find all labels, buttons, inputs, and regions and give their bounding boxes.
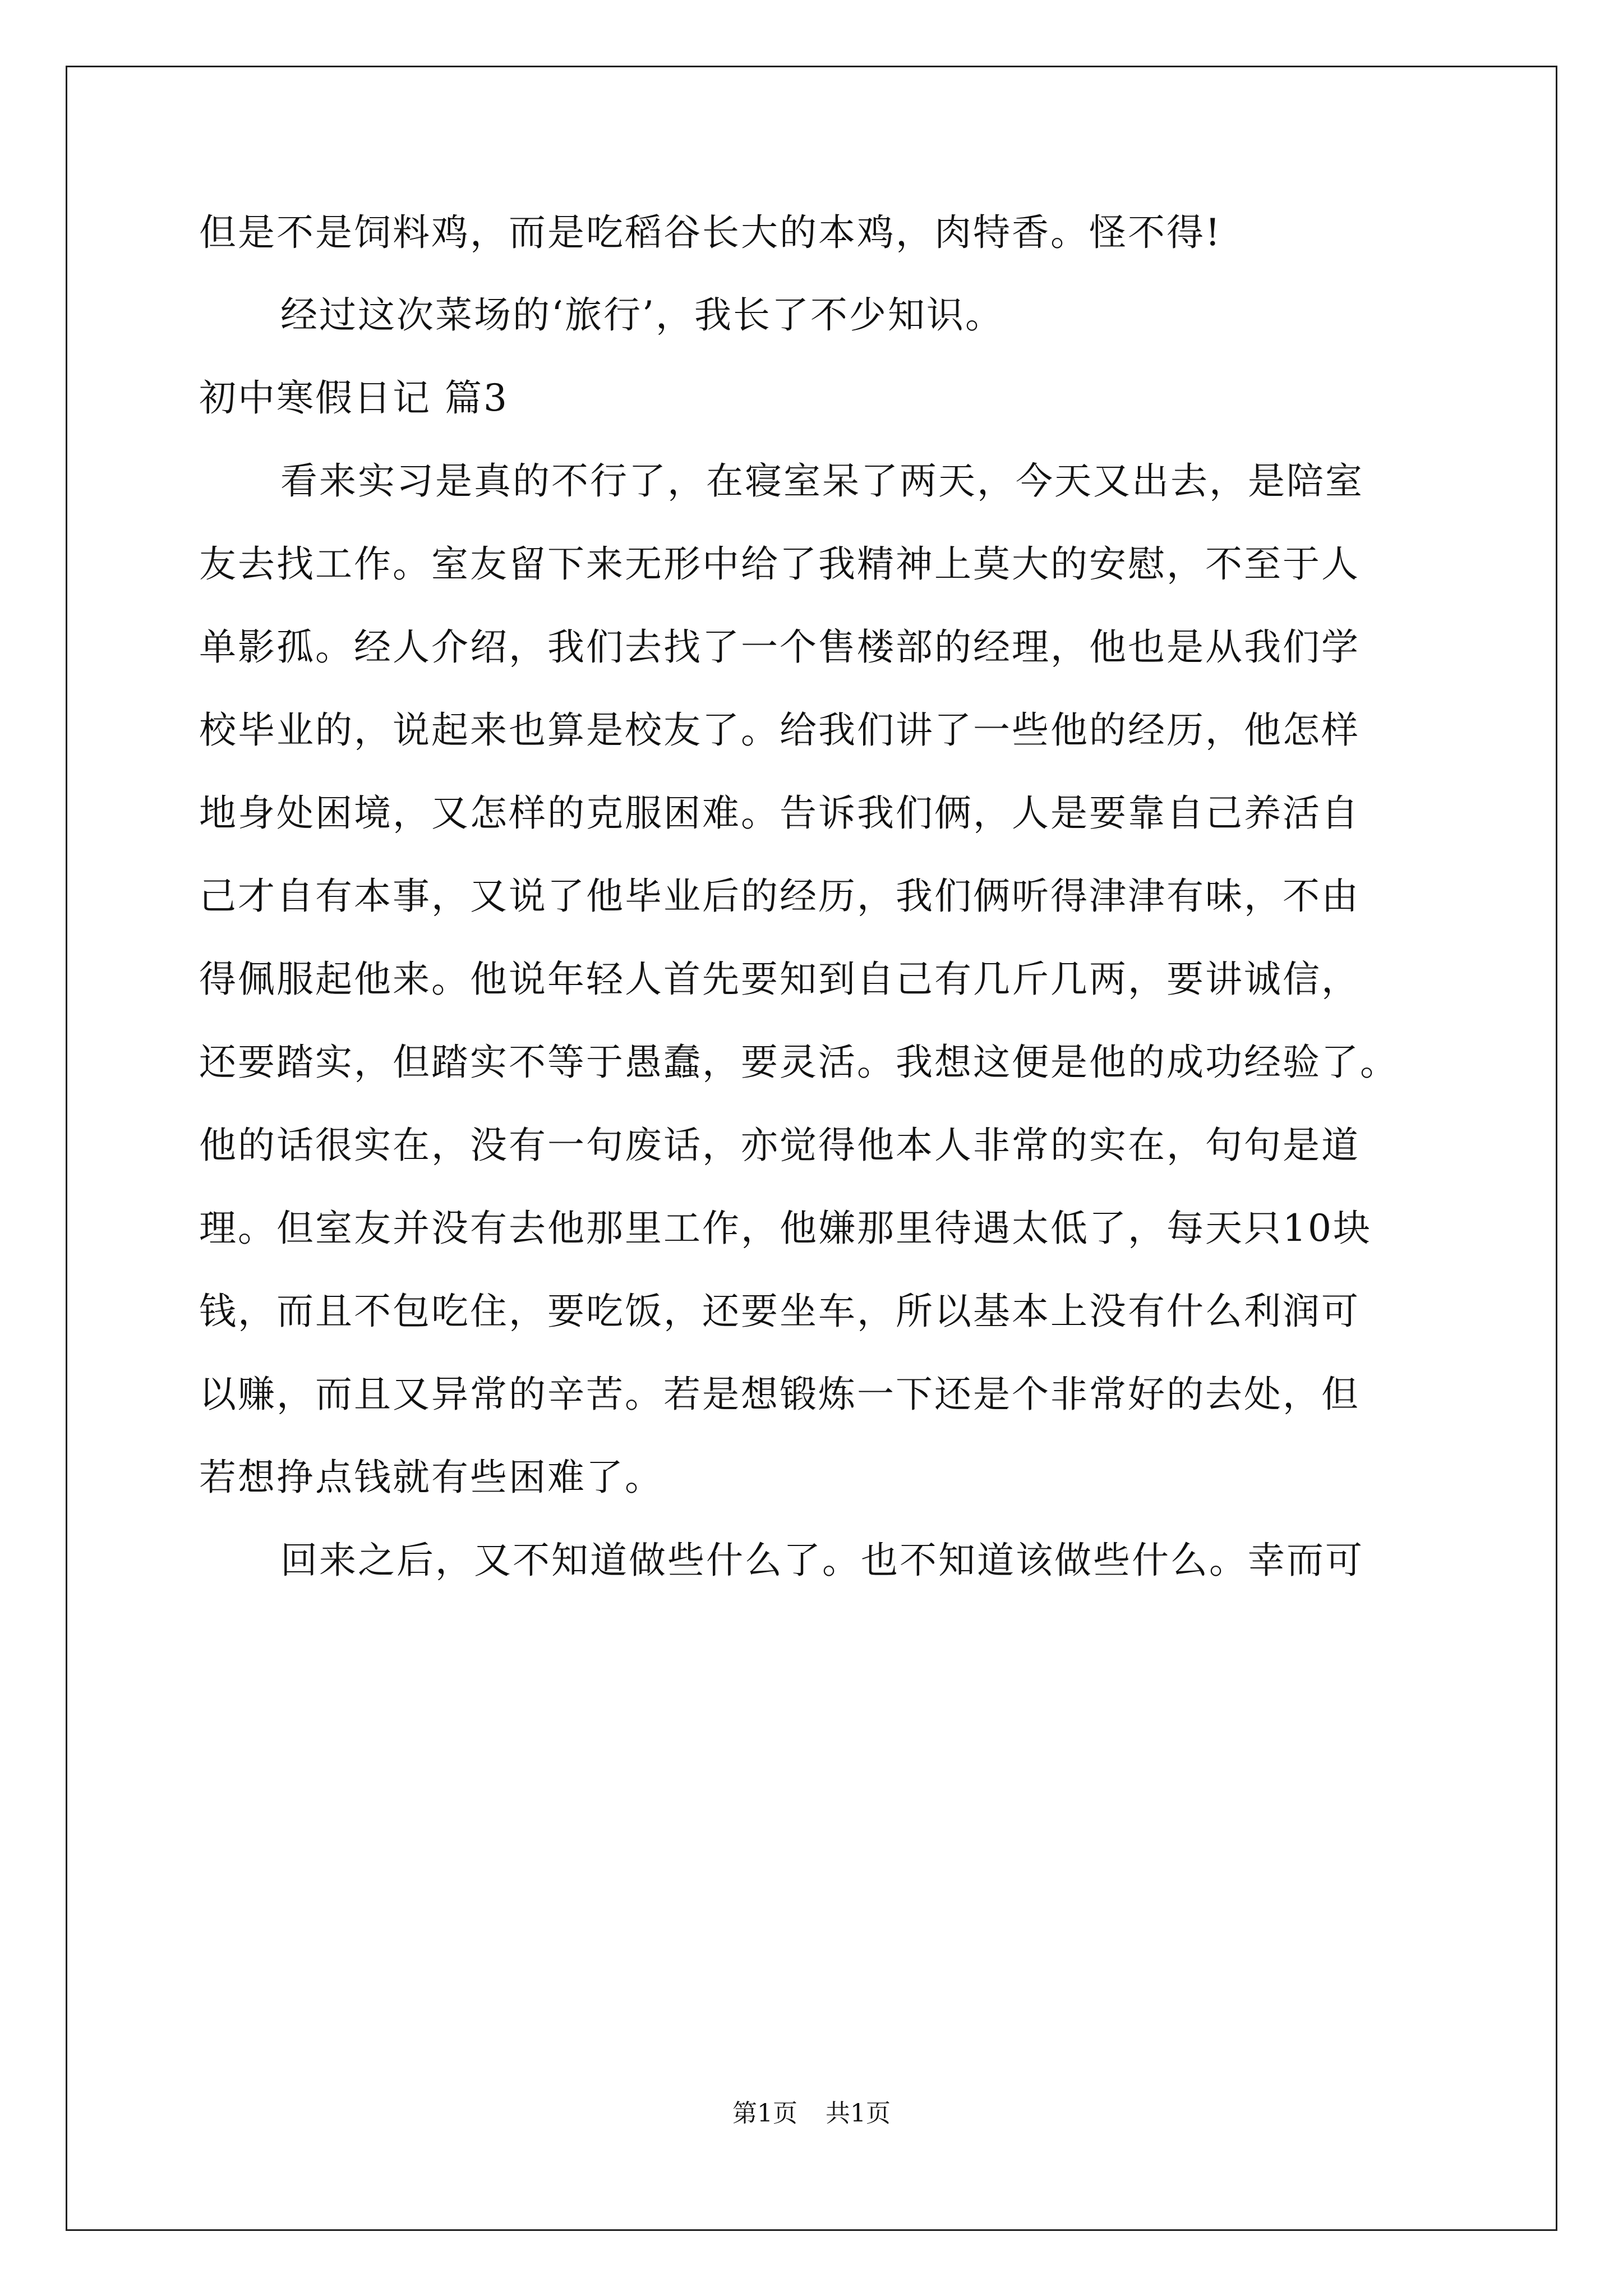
section-heading: 初中寒假日记 篇3: [199, 376, 509, 420]
page-total: 共1页: [826, 2099, 891, 2128]
paragraph-line-4: 看来实习是真的不行了，在寝室呆了两天，今天又出去，是陪室: [280, 459, 1364, 503]
paragraph-line-7: 校毕业的，说起来也算是校友了。给我们讲了一些他的经历，他怎样: [199, 708, 1360, 752]
paragraph-line-14: 钱，而且不包吃住，要吃饭，还要坐车，所以基本上没有什么利润可: [199, 1290, 1360, 1333]
paragraph-line-11: 还要踏实，但踏实不等于愚蠢，要灵活。我想这便是他的成功经验了。: [199, 1041, 1399, 1084]
paragraph-line-17: 回来之后，又不知道做些什么了。也不知道该做些什么。幸而可: [280, 1539, 1364, 1582]
paragraph-line-6: 单影孤。经人介绍，我们去找了一个售楼部的经理，他也是从我们学: [199, 625, 1360, 669]
paragraph-line-9: 己才自有本事，又说了他毕业后的经历，我们俩听得津津有味，不由: [199, 875, 1360, 918]
paragraph-line-12: 他的话很实在，没有一句废话，亦觉得他本人非常的实在，句句是道: [199, 1124, 1360, 1167]
paragraph-line-16: 若想挣点钱就有些困难了。: [199, 1456, 663, 1499]
page-number: 第1页: [732, 2099, 797, 2128]
paragraph-line-13: 理。但室友并没有去他那里工作，他嫌那里待遇太低了，每天只10块: [199, 1207, 1372, 1250]
paragraph-line-1: 但是不是饲料鸡，而是吃稻谷长大的本鸡，肉特香。怪不得!: [199, 211, 1222, 254]
page-footer: [0, 2097, 1623, 2131]
paragraph-line-15: 以赚，而且又异常的辛苦。若是想锻炼一下还是个非常好的去处，但: [199, 1373, 1360, 1416]
paragraph-line-5: 友去找工作。室友留下来无形中给了我精神上莫大的安慰，不至于人: [199, 542, 1360, 586]
paragraph-line-8: 地身处困境，又怎样的克服困难。告诉我们俩，人是要靠自己养活自: [199, 792, 1360, 835]
paragraph-line-10: 得佩服起他来。他说年轻人首先要知到自己有几斤几两，要讲诚信，: [199, 958, 1360, 1001]
paragraph-line-2: 经过这次菜场的‘旅行’，我长了不少知识。: [280, 293, 1004, 337]
